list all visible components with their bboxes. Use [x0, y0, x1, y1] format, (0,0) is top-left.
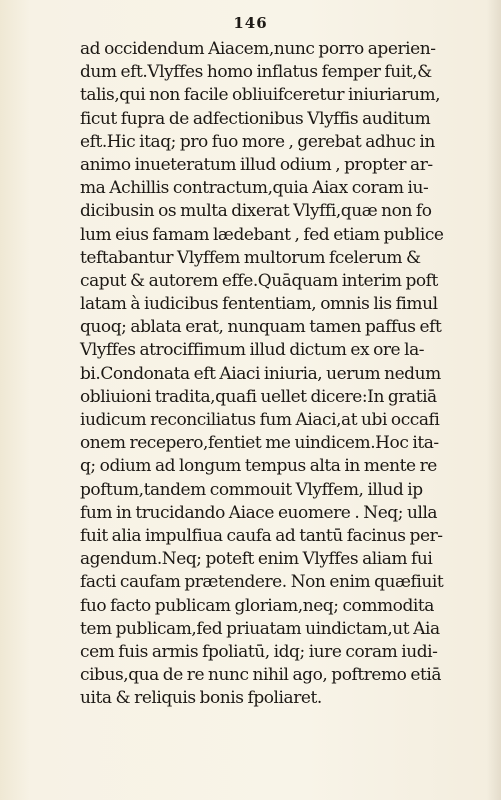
text-line: ficut fupra de adfectionibus Vlyffis auditum — [80, 108, 431, 129]
text-line: onem recepero,fentiet me uindicem.Hoc ita- — [80, 433, 439, 454]
text-line: latam à iudicibus fententiam, omnis lis fimul — [80, 294, 438, 315]
text-line: cem fuis armis fpoliatū, idq; iure coram iudi- — [80, 641, 438, 662]
text-line: obliuioni tradita,quafi uellet dicere:In gratiā — [80, 386, 437, 407]
text-line: lum eius famam lædebant , fed etiam publice — [80, 224, 444, 245]
text-line: Vlyffes atrociffimum illud dictum ex ore la- — [80, 340, 425, 361]
text-line: agendum.Neq; poteft enim Vlyffes aliam fui — [80, 549, 433, 570]
text-line: cibus,qua de re nunc nihil ago, poftremo etiā — [80, 665, 442, 686]
text-line: dicibusin os multa dixerat Vlyffi,quæ non fo — [80, 201, 432, 222]
text-line: q; odium ad longum tempus alta in mente re — [80, 456, 437, 477]
text-line: caput & autorem effe.Quāquam interim poft — [80, 270, 438, 291]
text-line: animo inueteratum illud odium , propter ar- — [80, 154, 433, 175]
text-line: poftum,tandem commouit Vlyffem, illud ip — [80, 479, 423, 500]
text-line: tem publicam,fed priuatam uindictam,ut Aia — [80, 618, 440, 639]
text-line: teftabantur Vlyffem multorum fcelerum & — [80, 247, 421, 268]
text-line: ma Achillis contractum,quia Aiax coram iu- — [80, 178, 429, 199]
text-line: quoq; ablata erat, nunquam tamen paffus eft — [80, 317, 442, 338]
text-line: bi.Condonata eft Aiaci iniuria, uerum nedum — [80, 363, 441, 384]
text-line: facti caufam prætendere. Non enim quæfiuit — [80, 572, 444, 593]
text-line: dum eft.Vlyffes homo inflatus femper fuit,& — [80, 62, 432, 83]
text-line: talis,qui non facile obliuifceretur iniuriarum, — [80, 85, 441, 106]
text-line: fuit alia impulfiua caufa ad tantū facinus per- — [80, 525, 443, 546]
text-line: fuo facto publicam gloriam,neq; commodita — [80, 595, 434, 616]
text-line: eft.Hic itaq; pro fuo more , gerebat adhuc in — [80, 131, 435, 152]
text-line: ad occidendum Aiacem,nunc porro aperien- — [80, 39, 436, 59]
text-line: fum in trucidando Aiace euomere . Neq; ulla — [80, 502, 438, 523]
page-number: 146 — [233, 14, 268, 32]
text-line: uita & reliquis bonis fpoliaret. — [80, 688, 322, 709]
text-line: iudicum reconciliatus fum Aiaci,at ubi occafi — [80, 410, 440, 430]
text-block — [80, 38, 495, 710]
